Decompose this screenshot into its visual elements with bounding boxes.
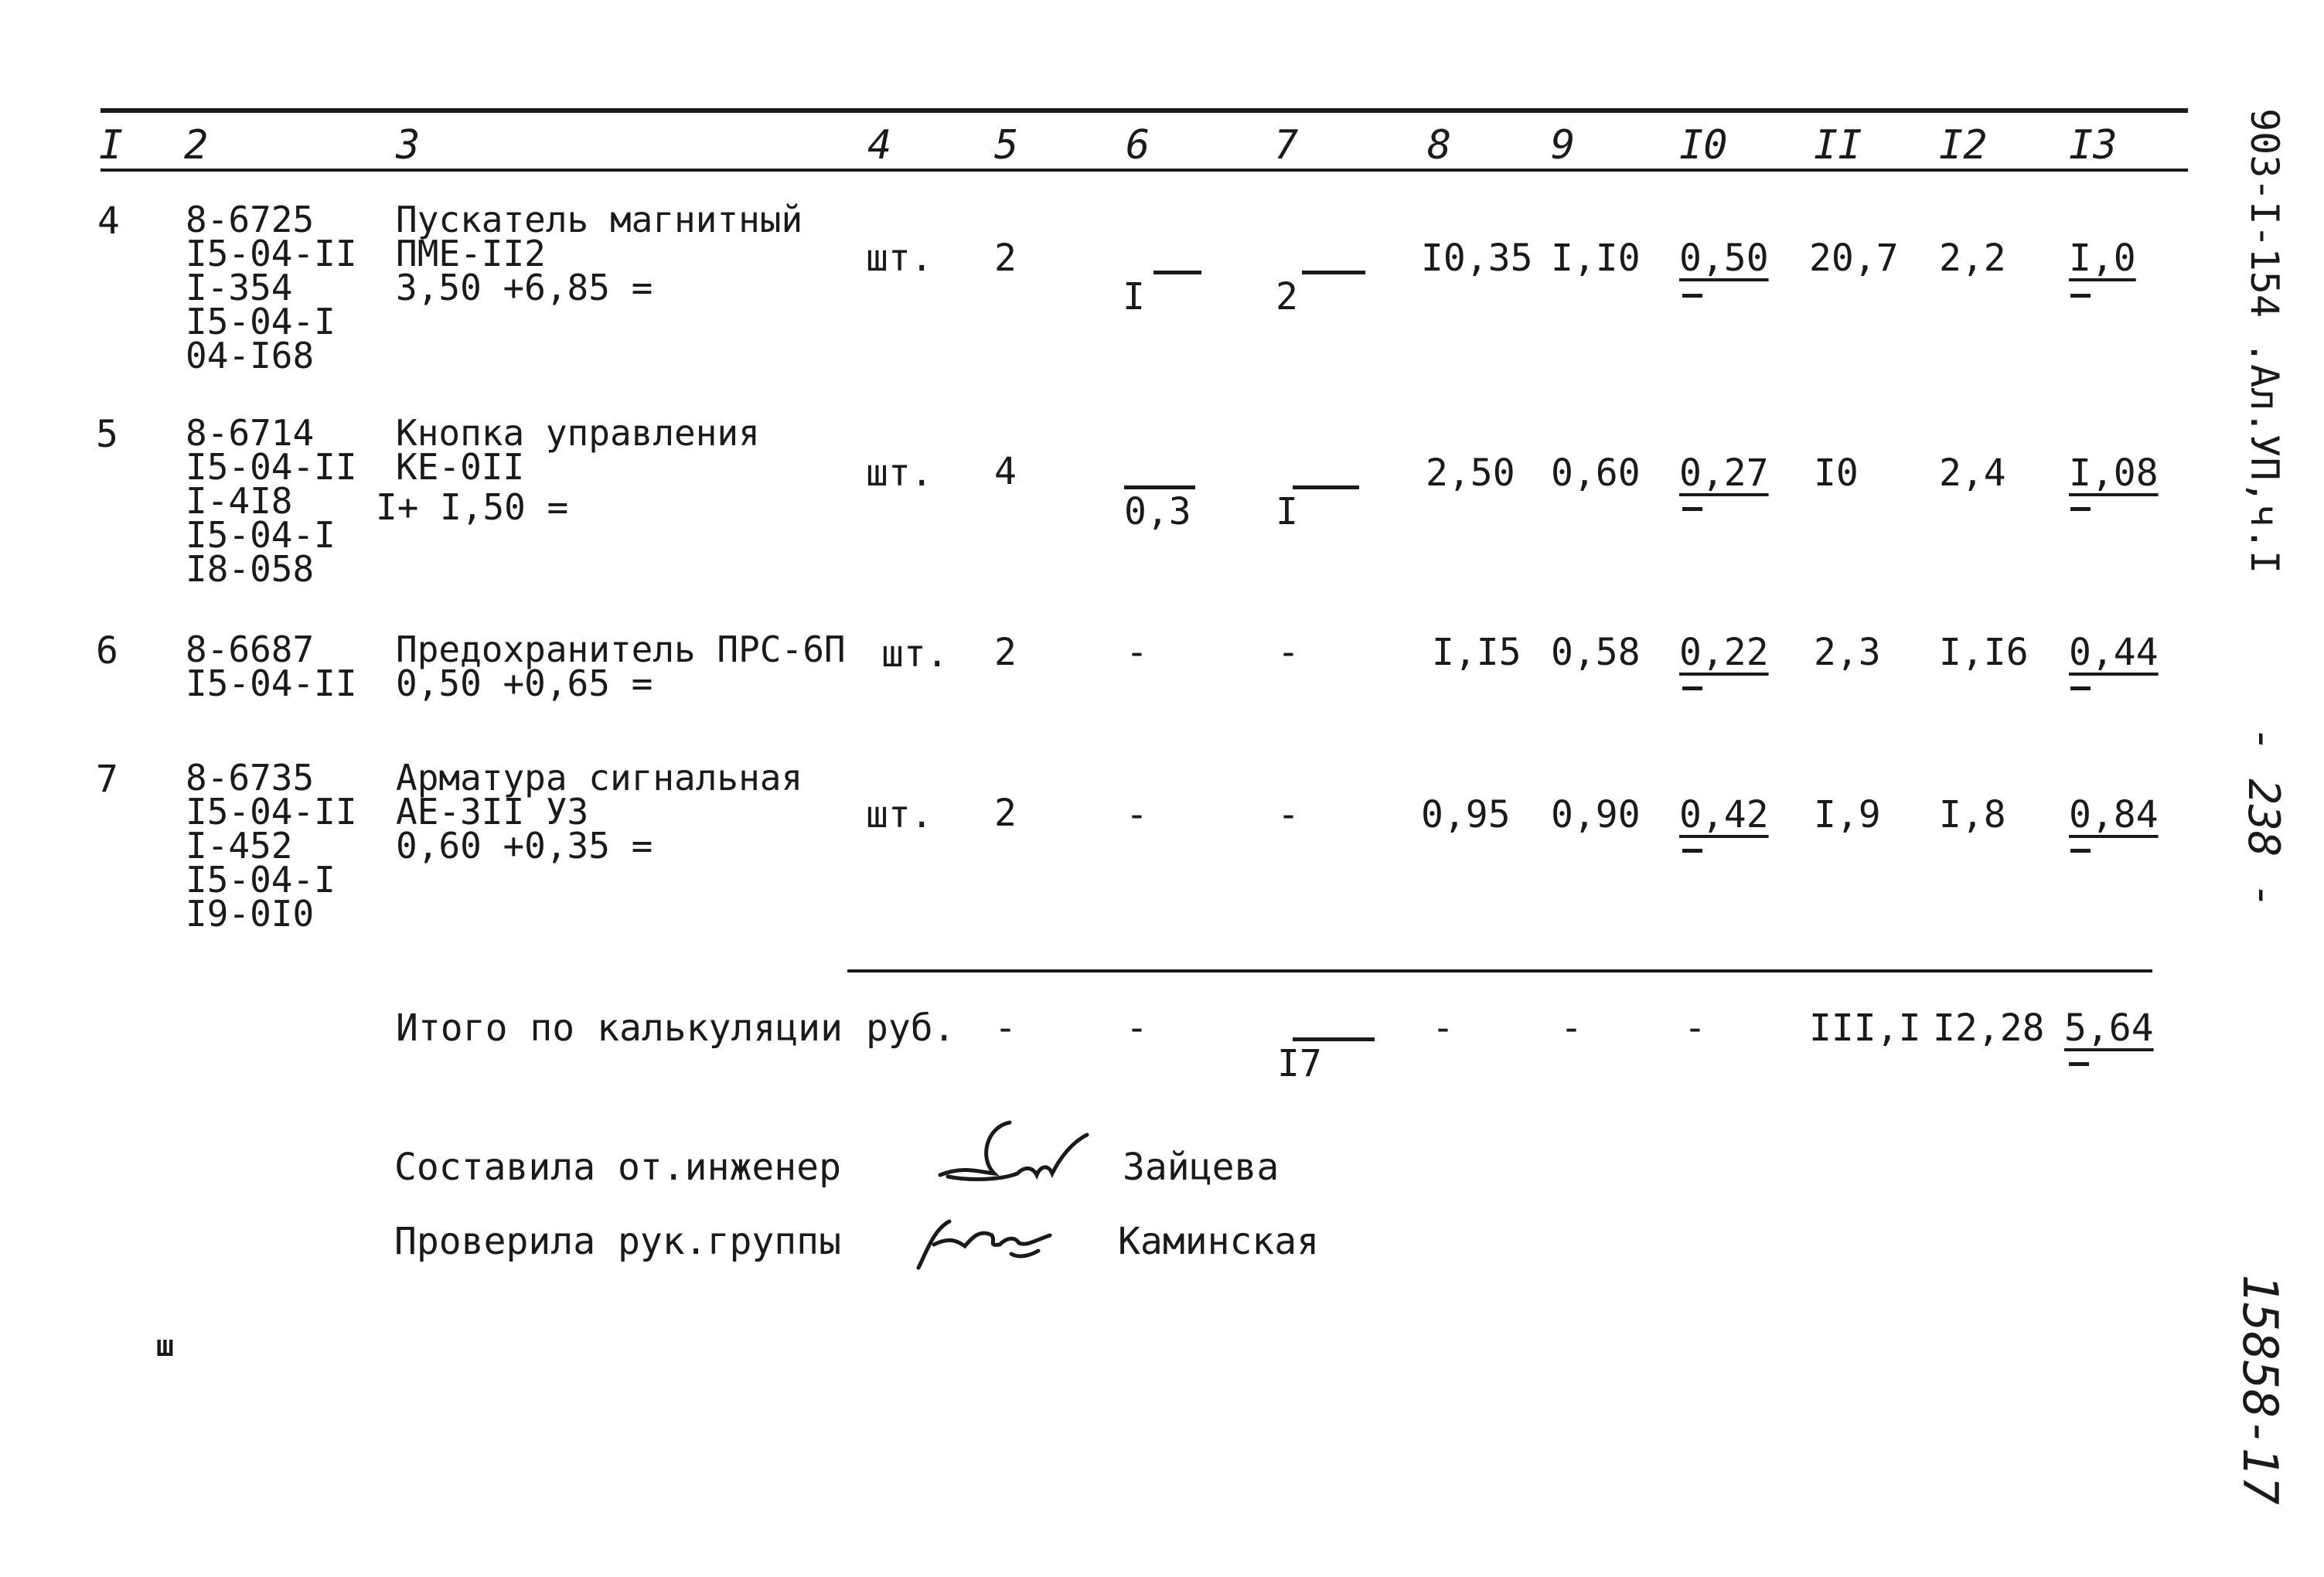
- col-header-5: 5: [994, 122, 1019, 169]
- row-col11: 20,7: [1809, 237, 1899, 280]
- total-col11: III,I: [1809, 1006, 1921, 1050]
- row-col6: -: [1126, 793, 1148, 836]
- row-col12: I,8: [1939, 793, 2006, 836]
- col-header-3: 3: [396, 122, 421, 169]
- row-col7: -: [1277, 631, 1300, 674]
- row-number: 7: [96, 758, 118, 801]
- row-name-3: I+ I,50 =: [376, 486, 569, 528]
- row-number: 4: [97, 199, 120, 243]
- row-col9: 0,60: [1551, 451, 1641, 495]
- total-divider: [847, 969, 2152, 972]
- row-col7: -: [1277, 793, 1300, 836]
- total-col8: -: [1432, 1006, 1454, 1050]
- row-name-3: 0,60 +0,35 =: [396, 825, 653, 867]
- row-col10-dash: [1682, 507, 1702, 511]
- col-header-6: 6: [1126, 122, 1150, 169]
- row-qty: 4: [994, 450, 1017, 493]
- checked-name: Каминская: [1118, 1220, 1320, 1263]
- row-col13: 0,44: [2069, 631, 2159, 674]
- total-unit: руб.: [866, 1006, 956, 1050]
- row-unit: шт.: [866, 237, 933, 280]
- row-col9: I,I0: [1551, 237, 1641, 280]
- row-col10-dash: [1682, 294, 1702, 298]
- row-code-1: 8-6735: [186, 757, 315, 799]
- row-name-2: АЕ-3II У3: [396, 791, 589, 833]
- col-header-11: II: [1814, 122, 1862, 169]
- row-code-2: I5-04-II: [186, 446, 357, 488]
- row-col10: 0,42: [1679, 793, 1769, 836]
- row-col11: 2,3: [1814, 631, 1881, 674]
- row-code-2: I5-04-II: [186, 662, 357, 704]
- side-page-number: - 238 -: [2238, 727, 2288, 910]
- row-code-1: 8-6725: [186, 199, 315, 240]
- row-unit: шт.: [866, 793, 933, 836]
- row-code-3: I-452: [186, 825, 293, 867]
- row-col10-dash: [1682, 686, 1702, 690]
- row-code-4: I5-04-I: [186, 301, 336, 342]
- row-name-3: 3,50 +6,85 =: [396, 267, 653, 308]
- row-col13-dash: [2070, 294, 2091, 298]
- row-code-5: I8-058: [186, 548, 315, 590]
- row-unit: шт.: [866, 451, 933, 495]
- header-bottom-border: [101, 169, 2188, 172]
- row-code-1: 8-6687: [186, 628, 315, 670]
- row-qty: 2: [994, 237, 1017, 280]
- row-col10: 0,50: [1679, 237, 1769, 280]
- col-header-9: 9: [1551, 122, 1576, 169]
- checked-label: Проверила рук.группы: [394, 1220, 841, 1263]
- total-col6: -: [1126, 1006, 1148, 1050]
- row-qty: 2: [994, 631, 1017, 674]
- col-header-10: I0: [1679, 122, 1728, 169]
- total-col10: -: [1684, 1006, 1706, 1050]
- row-number: 5: [96, 413, 118, 456]
- col-header-2: 2: [184, 122, 209, 169]
- compiled-signature: [925, 1112, 1102, 1197]
- row-col12: I,I6: [1939, 631, 2029, 674]
- row-col12: 2,2: [1939, 237, 2006, 280]
- compiled-name: Зайцева: [1123, 1146, 1280, 1189]
- row-code-5: I9-0I0: [186, 893, 315, 935]
- total-col7: I7: [1277, 1045, 1322, 1082]
- col-header-4: 4: [867, 122, 892, 169]
- row-code-3: I-4I8: [186, 480, 293, 522]
- table-top-border: [101, 108, 2188, 113]
- checked-signature: [903, 1198, 1073, 1276]
- row-col13: I,0: [2069, 237, 2136, 280]
- row-col11: I,9: [1814, 793, 1881, 836]
- total-col13-dash: [2069, 1062, 2089, 1066]
- row-name-2: 0,50 +0,65 =: [396, 662, 653, 704]
- row-qty: 2: [994, 792, 1017, 835]
- col-header-1: I: [99, 122, 124, 169]
- row-name-2: ПМЕ-II2: [396, 233, 546, 274]
- col-header-7: 7: [1274, 122, 1299, 169]
- row-name-1: Предохранитель ПРС-6П: [396, 628, 846, 670]
- col-header-12: I2: [1939, 122, 1988, 169]
- compiled-label: Составила от.инженер: [394, 1146, 841, 1189]
- row-code-5: 04-I68: [186, 335, 315, 376]
- row-code-1: 8-6714: [186, 412, 315, 454]
- row-col10: 0,27: [1679, 451, 1769, 495]
- row-col10-dash: [1682, 849, 1702, 853]
- row-code-2: I5-04-II: [186, 233, 357, 274]
- row-unit: шт.: [881, 632, 949, 676]
- row-col10: 0,22: [1679, 631, 1769, 674]
- row-col9: 0,90: [1551, 793, 1641, 836]
- row-col13-dash: [2070, 849, 2091, 853]
- row-code-4: I5-04-I: [186, 514, 336, 556]
- row-code-4: I5-04-I: [186, 859, 336, 901]
- row-col8: 0,95: [1421, 793, 1511, 836]
- row-col6: -: [1126, 631, 1148, 674]
- row-name-1: Кнопка управления: [396, 412, 760, 454]
- total-col5: -: [994, 1006, 1017, 1050]
- row-name-2: КЕ-0II: [396, 446, 525, 488]
- row-col8: I,I5: [1432, 631, 1522, 674]
- row-col11: I0: [1814, 451, 1859, 495]
- row-col6: 0,3: [1124, 493, 1191, 530]
- side-sheet-number: 15858-17: [2232, 1274, 2288, 1505]
- row-col13-dash: [2070, 686, 2091, 690]
- side-doc-reference: 903-I-154 .Ал.УП,ч.I: [2242, 108, 2287, 574]
- total-col12: I2,28: [1933, 1006, 2045, 1050]
- col-header-8: 8: [1427, 122, 1452, 169]
- total-col13: 5,64: [2064, 1006, 2154, 1050]
- row-number: 6: [96, 629, 118, 673]
- row-col13: I,08: [2069, 451, 2159, 495]
- total-label: Итого по калькуляции: [396, 1006, 843, 1050]
- row-col8: I0,35: [1421, 237, 1533, 280]
- row-col12: 2,4: [1939, 451, 2006, 495]
- total-col9: -: [1560, 1006, 1583, 1050]
- row-col13: 0,84: [2069, 793, 2159, 836]
- row-col9: 0,58: [1551, 631, 1641, 674]
- corner-mark: ш: [156, 1329, 174, 1363]
- row-col6: I: [1123, 278, 1145, 315]
- row-col7: 2: [1276, 278, 1298, 315]
- row-code-3: I-354: [186, 267, 293, 308]
- col-header-13: I3: [2069, 122, 2118, 169]
- row-code-2: I5-04-II: [186, 791, 357, 833]
- row-name-1: Пускатель магнитный: [396, 199, 803, 240]
- row-name-1: Арматура сигнальная: [396, 757, 803, 799]
- row-col7: I: [1276, 493, 1298, 530]
- row-col13-dash: [2070, 507, 2091, 511]
- row-col8: 2,50: [1426, 451, 1515, 495]
